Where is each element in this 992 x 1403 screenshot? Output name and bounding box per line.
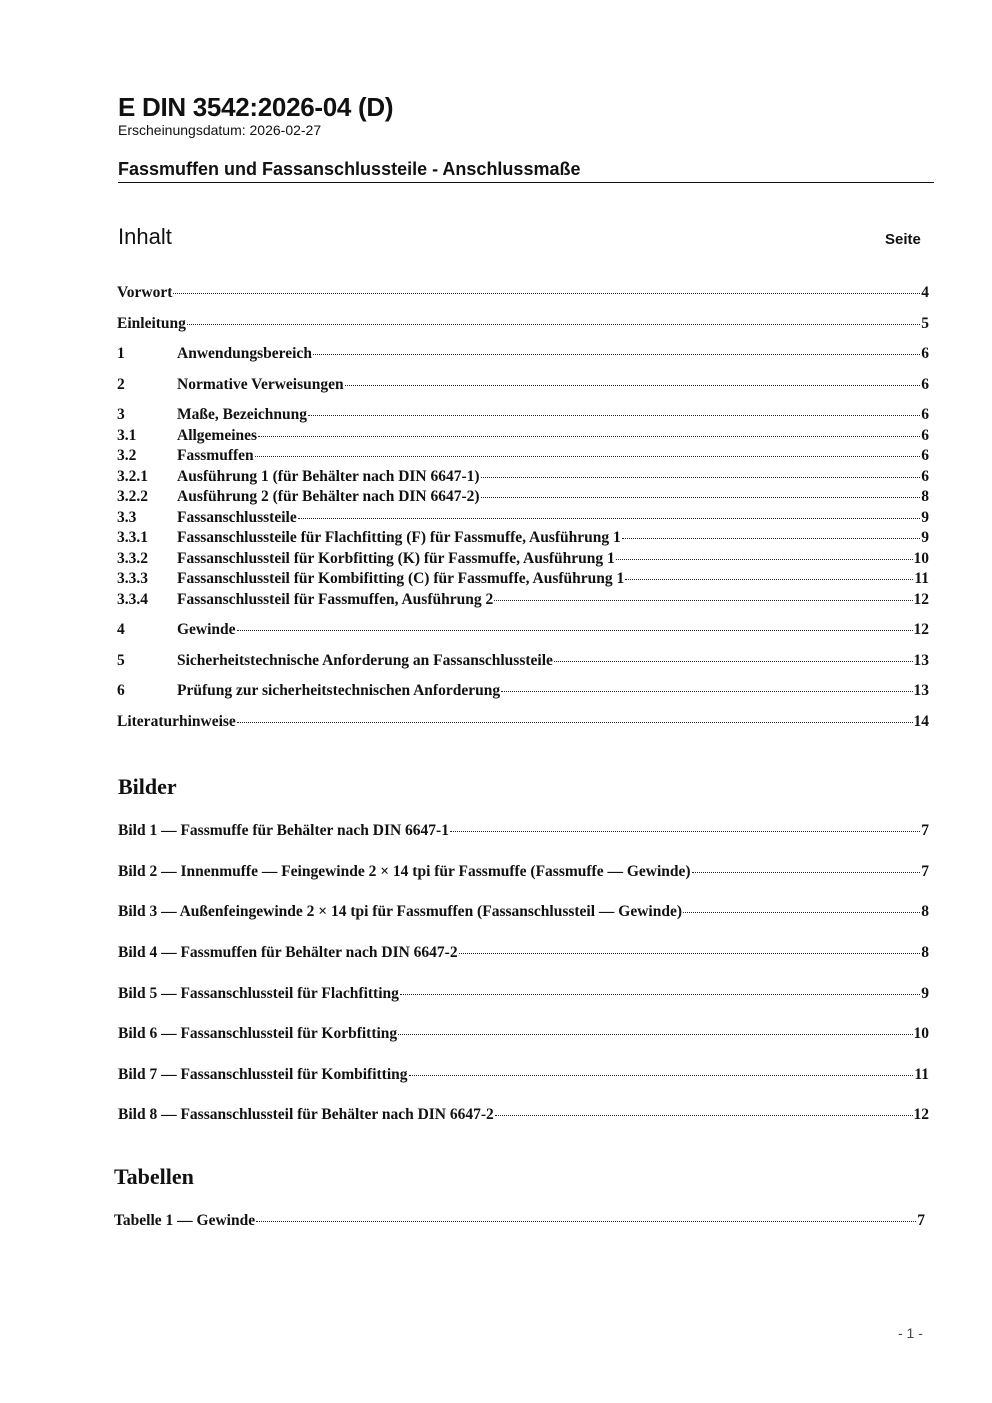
document-id: E DIN 3542:2026-04 (D) bbox=[118, 92, 394, 122]
toc-entry-number: 6 bbox=[117, 682, 125, 699]
toc-entry-page: 10 bbox=[913, 550, 929, 567]
toc-entry-page: 6 bbox=[921, 345, 929, 362]
toc-entry-title: Prüfung zur sicherheitstechnischen Anforderung bbox=[177, 682, 501, 699]
toc-entry-page: 9 bbox=[921, 985, 929, 1002]
toc-entry-page: 7 bbox=[917, 1212, 925, 1229]
toc-entry-title: Vorwort bbox=[117, 284, 173, 301]
toc-entry-page: 9 bbox=[921, 509, 929, 526]
toc-entry-page: 7 bbox=[921, 863, 929, 880]
toc-entry-page: 13 bbox=[913, 652, 929, 669]
toc-entry-title: Bild 2 — Innenmuffe — Feingewinde 2 × 14 tpi für Fassmuffe (Fassmuffe — Gewinde) bbox=[118, 863, 691, 880]
toc-entry-number: 3.2 bbox=[117, 447, 137, 464]
dot-leader bbox=[495, 1115, 913, 1116]
toc-entry-page: 6 bbox=[921, 427, 929, 444]
toc-entry-page: 8 bbox=[921, 903, 929, 920]
toc-entry-title: Fassmuffen bbox=[177, 447, 254, 464]
toc-entry[interactable] bbox=[117, 713, 929, 733]
toc-entry[interactable] bbox=[117, 315, 929, 335]
dot-leader bbox=[409, 1075, 914, 1076]
toc-entry[interactable] bbox=[117, 621, 929, 641]
toc-entry-number: 3 bbox=[117, 406, 125, 423]
toc-entry-page: 7 bbox=[921, 822, 929, 839]
publication-date: Erscheinungsdatum: 2026-02-27 bbox=[118, 122, 322, 138]
toc-entry-title: Ausführung 2 (für Behälter nach DIN 6647-2) bbox=[177, 488, 480, 505]
toc-entry[interactable] bbox=[117, 550, 929, 570]
toc-entry-title: Bild 8 — Fassanschlussteil für Behälter nach DIN 6647-2 bbox=[118, 1106, 494, 1123]
toc-entry-number: 3.2.1 bbox=[117, 468, 148, 485]
dot-leader bbox=[683, 912, 920, 913]
toc-entry-page: 14 bbox=[913, 713, 929, 730]
toc-entry-number: 3.3 bbox=[117, 509, 137, 526]
toc-entry-title: Bild 6 — Fassanschlussteil für Korbfitting bbox=[118, 1025, 398, 1042]
title-divider bbox=[118, 182, 934, 183]
toc-entry-title: Bild 1 — Fassmuffe für Behälter nach DIN 6647-1 bbox=[118, 822, 449, 839]
toc-entry[interactable] bbox=[117, 488, 929, 508]
toc-entry-page: 6 bbox=[921, 468, 929, 485]
toc-entry-number: 3.3.2 bbox=[117, 550, 148, 567]
dot-leader bbox=[258, 436, 920, 437]
toc-entry-number: 3.3.1 bbox=[117, 529, 148, 546]
toc-entry-title: Gewinde bbox=[177, 621, 236, 638]
toc-entry-title: Fassanschlussteile für Flachfitting (F) für Fassmuffe, Ausführung 1 bbox=[177, 529, 621, 546]
toc-entry-title: Fassanschlussteil für Korbfitting (K) für Fassmuffe, Ausführung 1 bbox=[177, 550, 615, 567]
toc-entry[interactable] bbox=[117, 447, 929, 467]
toc-entry-page: 4 bbox=[921, 284, 929, 301]
toc-entry[interactable] bbox=[117, 468, 929, 488]
toc-entry[interactable] bbox=[118, 944, 929, 964]
toc-entry[interactable] bbox=[117, 427, 929, 447]
toc-entry[interactable] bbox=[118, 1025, 929, 1045]
toc-entry[interactable] bbox=[118, 863, 929, 883]
toc-entry-page: 10 bbox=[913, 1025, 929, 1042]
toc-entry-number: 1 bbox=[117, 345, 125, 362]
toc-entry-page: 9 bbox=[921, 529, 929, 546]
dot-leader bbox=[625, 579, 913, 580]
dot-leader bbox=[256, 1221, 916, 1222]
toc-entry[interactable] bbox=[114, 1212, 925, 1232]
dot-leader bbox=[313, 354, 920, 355]
contents-heading: Inhalt bbox=[118, 224, 172, 249]
toc-entry-title: Fassanschlussteile bbox=[177, 509, 297, 526]
dot-leader bbox=[494, 600, 912, 601]
dot-leader bbox=[554, 661, 913, 662]
toc-entry[interactable] bbox=[118, 1066, 929, 1086]
dot-leader bbox=[308, 415, 920, 416]
dot-leader bbox=[237, 722, 913, 723]
toc-entry-number: 3.3.3 bbox=[117, 570, 148, 587]
toc-entry[interactable] bbox=[117, 570, 929, 590]
toc-entry-title: Anwendungsbereich bbox=[177, 345, 312, 362]
toc-entry-number: 5 bbox=[117, 652, 125, 669]
dot-leader bbox=[450, 831, 920, 832]
toc-entry-title: Maße, Bezeichnung bbox=[177, 406, 308, 423]
toc-entry-title: Bild 5 — Fassanschlussteil für Flachfitting bbox=[118, 985, 399, 1002]
toc-entry[interactable] bbox=[117, 529, 929, 549]
toc-entry[interactable] bbox=[117, 376, 929, 396]
toc-entry-title: Einleitung bbox=[117, 315, 186, 332]
toc-entry-title: Literaturhinweise bbox=[117, 713, 236, 730]
page-column-label: Seite bbox=[885, 231, 921, 248]
toc-entry-title: Allgemeines bbox=[177, 427, 258, 444]
toc-entry-page: 11 bbox=[914, 1066, 929, 1083]
toc-entry-title: Bild 3 — Außenfeingewinde 2 × 14 tpi für Fassmuffen (Fassanschlussteil — Gewinde) bbox=[118, 903, 683, 920]
dot-leader bbox=[298, 518, 921, 519]
page-number: - 1 - bbox=[898, 1325, 923, 1341]
figures-heading: Bilder bbox=[118, 774, 177, 799]
toc-entry-page: 11 bbox=[914, 570, 929, 587]
toc-entry-page: 13 bbox=[913, 682, 929, 699]
toc-entry[interactable] bbox=[117, 345, 929, 365]
toc-entry[interactable] bbox=[117, 652, 929, 672]
toc-entry[interactable] bbox=[117, 284, 929, 304]
toc-entry[interactable] bbox=[117, 509, 929, 529]
toc-entry-page: 6 bbox=[921, 447, 929, 464]
toc-entry-page: 12 bbox=[913, 621, 929, 638]
dot-leader bbox=[173, 293, 920, 294]
document-title: Fassmuffen und Fassanschlussteile - Anschlussmaße bbox=[118, 159, 581, 179]
toc-entry-title: Fassanschlussteil für Fassmuffen, Ausführung 2 bbox=[177, 591, 494, 608]
dot-leader bbox=[501, 691, 912, 692]
toc-entry-title: Bild 7 — Fassanschlussteil für Kombifitting bbox=[118, 1066, 408, 1083]
toc-entry[interactable] bbox=[117, 591, 929, 611]
toc-entry-page: 8 bbox=[921, 488, 929, 505]
dot-leader bbox=[481, 497, 921, 498]
dot-leader bbox=[481, 477, 921, 478]
dot-leader bbox=[345, 385, 921, 386]
dot-leader bbox=[237, 630, 913, 631]
toc-entry-page: 12 bbox=[913, 1106, 929, 1123]
toc-entry[interactable] bbox=[118, 1106, 929, 1126]
dot-leader bbox=[459, 953, 921, 954]
dot-leader bbox=[692, 872, 921, 873]
dot-leader bbox=[398, 1034, 912, 1035]
toc-entry[interactable] bbox=[117, 682, 929, 702]
toc-entry-number: 4 bbox=[117, 621, 125, 638]
toc-entry-number: 3.2.2 bbox=[117, 488, 148, 505]
toc-entry-page: 5 bbox=[921, 315, 929, 332]
toc-entry-number: 2 bbox=[117, 376, 125, 393]
toc-entry-title: Fassanschlussteil für Kombifitting (C) für Fassmuffe, Ausführung 1 bbox=[177, 570, 625, 587]
toc-entry-number: 3.1 bbox=[117, 427, 137, 444]
toc-entry[interactable] bbox=[118, 985, 929, 1005]
toc-entry-title: Bild 4 — Fassmuffen für Behälter nach DIN 6647-2 bbox=[118, 944, 458, 961]
toc-entry-title: Sicherheitstechnische Anforderung an Fassanschlussteile bbox=[177, 652, 553, 669]
toc-entry-number: 3.3.4 bbox=[117, 591, 148, 608]
dot-leader bbox=[255, 456, 921, 457]
dot-leader bbox=[616, 559, 913, 560]
toc-entry-page: 8 bbox=[921, 944, 929, 961]
dot-leader bbox=[400, 994, 920, 995]
toc-entry[interactable] bbox=[118, 903, 929, 923]
toc-entry-page: 12 bbox=[913, 591, 929, 608]
toc-entry-title: Ausführung 1 (für Behälter nach DIN 6647-1) bbox=[177, 468, 480, 485]
dot-leader bbox=[187, 324, 920, 325]
tables-heading: Tabellen bbox=[114, 1164, 194, 1189]
toc-entry-title: Tabelle 1 — Gewinde bbox=[114, 1212, 256, 1229]
toc-entry[interactable] bbox=[117, 406, 929, 426]
dot-leader bbox=[622, 538, 920, 539]
toc-entry-page: 6 bbox=[921, 406, 929, 423]
toc-entry-page: 6 bbox=[921, 376, 929, 393]
toc-entry[interactable] bbox=[118, 822, 929, 842]
toc-entry-title: Normative Verweisungen bbox=[177, 376, 344, 393]
